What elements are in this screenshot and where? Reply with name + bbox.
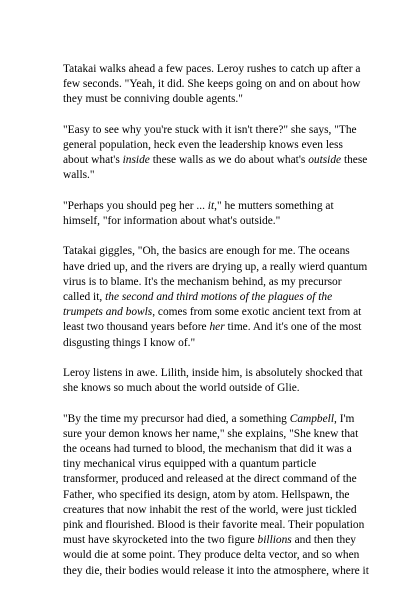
text-line	[63, 442, 363, 457]
text-run: "By the time my precursor had died, a something	[63, 412, 290, 425]
text-run: creatures that now inhabit the rest of the world, were just tickled	[63, 503, 357, 516]
body-text	[63, 62, 369, 594]
text-run: walls."	[63, 169, 95, 182]
text-line	[63, 244, 363, 259]
text-line	[63, 214, 363, 229]
text-line	[63, 366, 363, 381]
text-run: time. And it's one of the most	[224, 321, 362, 334]
italic-run: outside	[308, 154, 342, 167]
text-run: Leroy listens in awe. Lilith, inside him, is absolutely shocked that	[63, 367, 363, 379]
text-run: Tatakai walks ahead a few paces. Leroy rushes to catch up after a	[63, 63, 361, 75]
text-run: virus is to blame. It's the mechanism behind, as my precursor	[63, 275, 342, 288]
text-run: these walls as we do about what's	[149, 154, 309, 167]
text-line	[63, 138, 363, 153]
text-line	[63, 62, 363, 77]
text-line	[63, 199, 363, 214]
text-line	[63, 336, 363, 351]
text-run: called it,	[63, 291, 106, 303]
text-run: Tatakai giggles, "Oh, the basics are enough for me. The oceans	[63, 245, 350, 258]
text-run: they die, their bodies would release it into the atmosphere, where it	[63, 564, 369, 577]
text-line	[63, 488, 363, 503]
text-line	[63, 320, 363, 335]
text-line	[63, 92, 363, 107]
italic-run: Campbell	[289, 412, 335, 425]
paragraph	[63, 244, 368, 350]
text-run: least two thousand years before	[63, 321, 210, 334]
text-run: "Easy to see why you're stuck with it isn't there?" she says, "The	[63, 123, 357, 136]
text-run: must have skyrocketed into the two figure	[63, 534, 258, 547]
text-line	[63, 153, 368, 168]
text-run: few seconds. "Yeah, it did. She keeps going on and on about how	[63, 78, 361, 91]
italic-run: trumpets and bowls	[63, 306, 153, 319]
text-line	[63, 472, 363, 487]
text-line	[63, 457, 363, 472]
text-line	[63, 381, 363, 396]
text-run: sure your demon knows her name," she explains, "She knew that	[63, 427, 359, 440]
text-run: and then they	[291, 534, 356, 547]
text-line	[63, 305, 363, 320]
text-line	[63, 503, 363, 518]
text-line	[63, 412, 363, 427]
text-run: these	[341, 154, 368, 167]
italic-run: inside	[122, 154, 150, 167]
text-run: have dried up, and the rivers are drying up, a really wierd quantum	[63, 260, 368, 273]
paragraph	[63, 412, 369, 579]
text-line	[63, 168, 363, 183]
text-run: transformer, produced and released at the direct command of the	[63, 473, 357, 486]
text-run: disgusting things I know of."	[63, 336, 196, 349]
italic-run: billions	[257, 534, 292, 547]
text-line	[63, 564, 369, 579]
text-run: about what's	[63, 154, 123, 167]
text-run: "Perhaps you should peg her ...	[63, 199, 208, 212]
paragraph	[63, 366, 363, 396]
text-run: , I'm	[334, 412, 355, 425]
text-run: she knows so much about the world outside of Glie.	[63, 382, 300, 395]
text-line	[63, 123, 363, 138]
text-run: Father, who specified its design, atom by atom. Hellspawn, the	[63, 488, 350, 501]
paragraph	[63, 199, 363, 229]
italic-run: the second and third motions of the plagues of the	[105, 291, 333, 303]
text-run: general population, heck even the leadership knows even less	[63, 139, 343, 151]
text-run: the oceans had turned to blood, the mechanism that did it was a	[63, 443, 352, 455]
text-run: ," he mutters something at	[214, 199, 334, 212]
paragraph	[63, 123, 368, 184]
text-line	[63, 275, 363, 290]
text-line	[63, 260, 368, 275]
text-run: tiny mechanical virus equipped with a quantum particle	[63, 458, 317, 471]
text-run: pink and flourished. Blood is their favorite meal. Their population	[63, 519, 365, 532]
text-line	[63, 533, 363, 548]
italic-run: it	[207, 199, 215, 212]
text-line	[63, 548, 363, 563]
text-run: they must be conniving double agents."	[63, 93, 243, 106]
text-run: , comes from some exotic ancient text from at	[152, 306, 362, 319]
text-line	[63, 427, 363, 442]
text-line	[63, 77, 363, 92]
text-run: himself, "for information about what's outside."	[63, 215, 281, 227]
text-line	[63, 518, 363, 533]
paragraph	[63, 62, 363, 108]
text-run: would die at some point. They produce delta vector, and so when	[63, 549, 360, 562]
italic-run: her	[209, 321, 225, 334]
text-line	[63, 290, 363, 305]
